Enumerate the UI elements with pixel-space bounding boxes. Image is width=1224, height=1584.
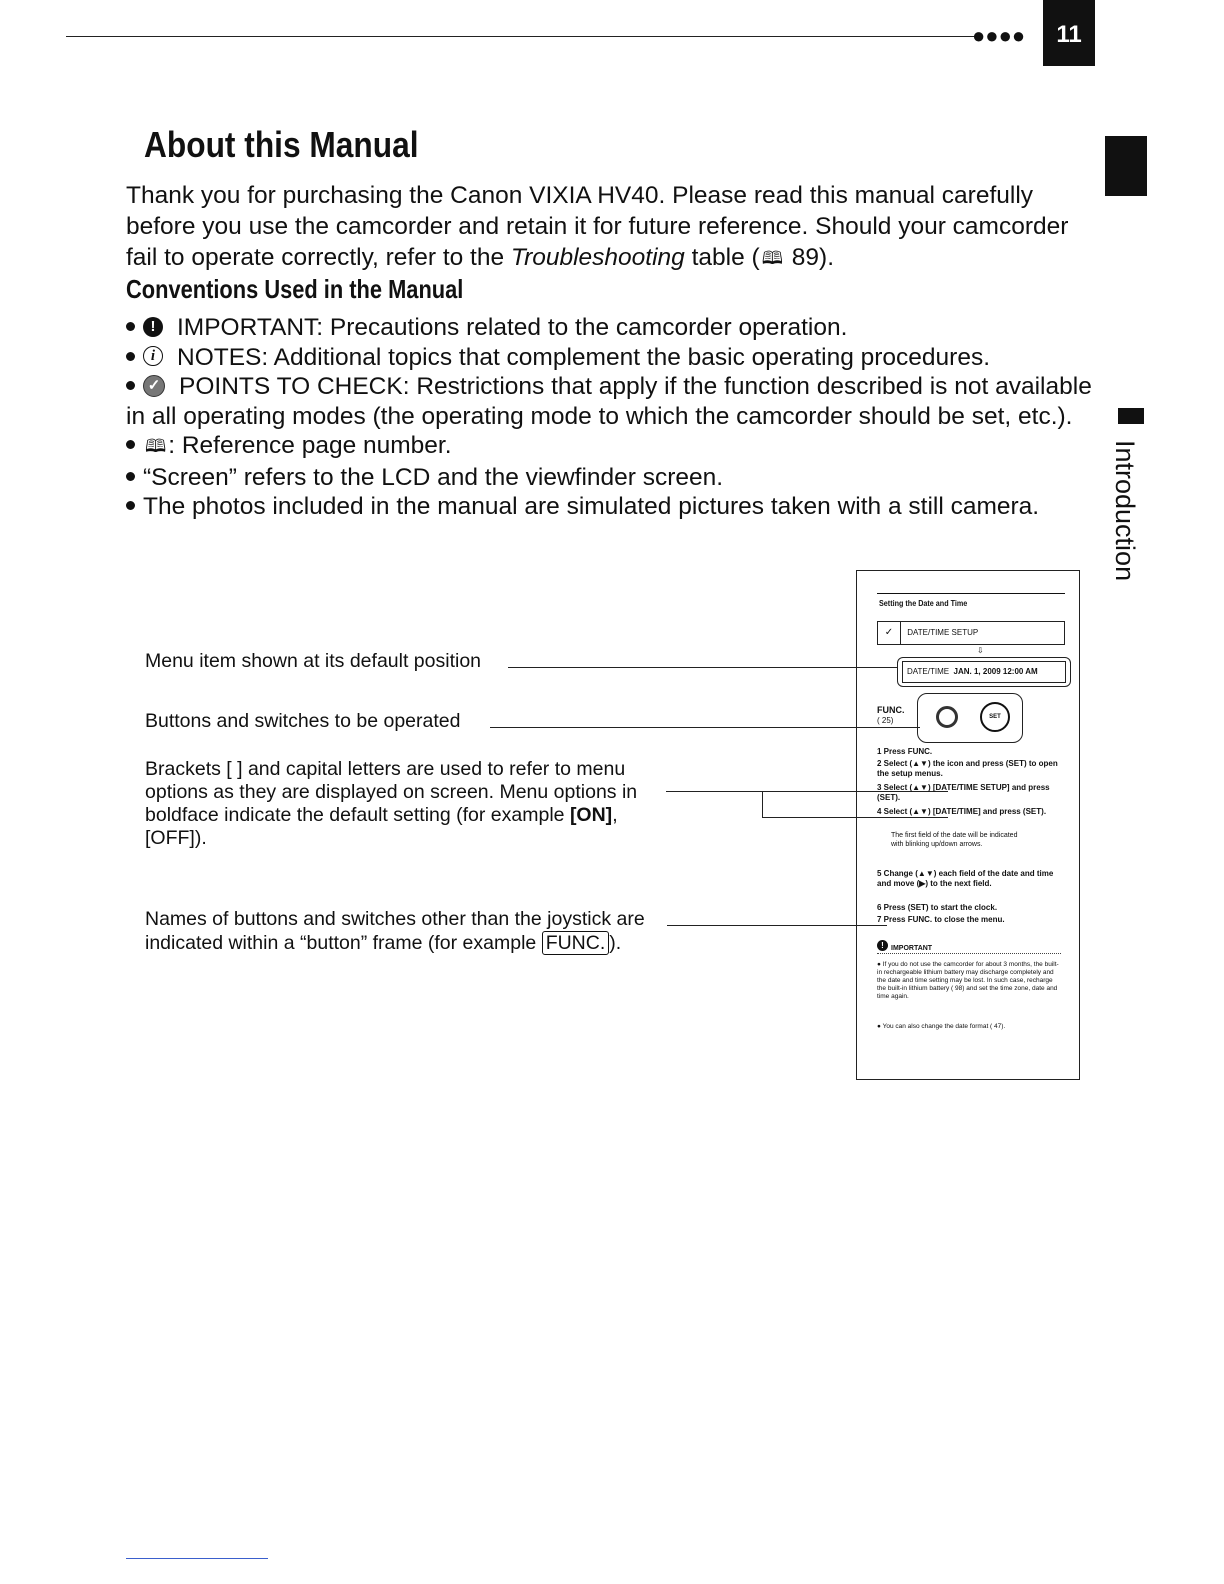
annotation-names [145,908,675,955]
important-icon: ! [143,317,163,337]
conventions-heading: Conventions Used in the Manual [126,274,464,304]
section-marker [1105,136,1147,196]
convention-check: POINTS TO CHECK: Restrictions that apply if the function described is not available in all operating modes (the operating mode to which the camcorder should be set, etc.). [126,373,1092,430]
intro-text-2: table ( [684,244,760,271]
side-tab-label: Introduction [1110,440,1140,582]
info-icon: i [143,346,163,366]
sample-important-1: ● If you do not use the camcorder for about 3 months, the built-in rechargeable lithium battery may discharge completely and the date and time setting may be lost. In such case, recharge the built-in lithium battery ( 98) and set the time zone, date and time again. [877,961,1059,1000]
sample-rule [877,593,1065,594]
list-item [126,343,1096,373]
sample-step5: 5 Change (▲▼) each field of the date and time and move (▶) to the next field. [877,869,1054,888]
bullet-icon [126,501,135,510]
sample-step1: 1 Press FUNC. [877,747,933,756]
bullet-icon [126,381,135,390]
list-item [126,492,1096,522]
list-item [126,463,1096,493]
annotation-brackets-text-2: , [OFF]). [145,804,618,849]
sample-datetime-value: JAN. 1, 2009 12:00 AM [953,667,1038,676]
sample-important-2: ● You can also change the date format ( 47). [877,1023,1006,1030]
header-rule [66,36,976,37]
check-icon: ✓ [143,375,165,397]
header-dots: ●●●● [972,23,1026,48]
convention-ref: : Reference page number. [168,432,452,459]
conventions-list [126,313,1096,522]
list-item [126,313,1096,343]
convention-screen: “Screen” refers to the LCD and the viewfinder screen. [143,463,724,491]
page-title: About this Manual [144,124,419,165]
sample-step7: 7 Press FUNC. to close the menu. [877,915,1005,924]
annotation-menu-default: Menu item shown at its default position [145,650,482,672]
annotation-brackets-text-1: Brackets [ ] and capital letters are used to refer to menu options as they are displayed on screen. Menu options in boldface indicate the default setting (for example [145,758,638,826]
intro-text-3: ). [819,244,834,271]
convention-important: IMPORTANT: Precautions related to the camcorder operation. [177,314,848,341]
bullet-icon [126,472,135,481]
func-button-frame: FUNC. [542,931,610,955]
sample-datetime-label: DATE/TIME [907,667,950,676]
intro-text-1: Thank you for purchasing the Canon VIXIA HV40. Please read this manual carefully before you use the camcorder and retain it for future reference. Should your camcorder fail to operate correctly, refer to the [126,182,1069,271]
sample-step4-note: The first field of the date will be indicated with blinking up/down arrows. [891,832,1018,848]
clock-icon: ✓ [878,622,901,644]
sample-step4: 4 Select (▲▼) [DATE/TIME] and press (SET). [877,807,1047,816]
annotation-brackets [145,758,665,850]
side-tab [1104,440,1144,600]
annotation-brackets-bold: [ON] [569,804,613,826]
sample-func-ref: ( 25) [877,716,894,725]
leader-line [508,667,898,668]
list-item [126,372,1096,431]
book-icon: 🕮 [145,436,167,456]
bullet-icon [126,322,135,331]
convention-photos: The photos included in the manual are simulated pictures taken with a still camera. [143,493,1040,520]
leader-line [667,925,887,926]
sample-page [856,570,1080,1080]
page-number: 11 [1043,0,1095,66]
annotation-names-text-1: Names of buttons and switches other than the joystick are indicated within a “button” frame (for example [145,908,645,954]
sample-title: Setting the Date and Time [879,599,968,608]
section-marker-small [1118,408,1144,424]
list-item [126,431,1096,463]
annotation-names-text-2: ). [609,932,622,954]
sample-menu-setup-label: DATE/TIME SETUP [907,628,979,637]
footer-rule [126,1558,268,1559]
convention-notes: NOTES: Additional topics that complement the basic operating procedures. [177,343,991,371]
intro-italic: Troubleshooting [510,244,685,271]
book-icon: 🕮 [761,248,783,268]
intro-paragraph [126,180,1106,275]
sample-func-label: FUNC. [877,705,905,715]
sample-menu-datetime [897,657,1071,687]
sample-step6: 6 Press (SET) to start the clock. [877,903,998,912]
sample-step3: 3 Select (▲▼) [DATE/TIME SETUP] and press (SET). [877,783,1050,802]
leader-line [666,791,762,792]
leader-line [762,791,763,817]
sample-important-header [877,937,1061,954]
sample-important-label: IMPORTANT [891,945,933,952]
func-dial-icon [936,706,958,728]
important-icon: ! [877,940,888,951]
annotation-buttons: Buttons and switches to be operated [145,710,461,732]
bullet-icon [126,352,135,361]
intro-ref: 89 [791,244,820,271]
sample-menu-setup [877,621,1065,645]
bullet-icon [126,440,135,449]
sample-menu-datetime-inner [902,661,1066,683]
sample-controls-frame [917,693,1023,743]
arrow-down-icon: ⇩ [977,646,984,655]
sample-step2: 2 Select (▲▼) the icon and press (SET) to open the setup menus. [877,759,1058,778]
joystick-icon: SET [980,702,1010,732]
